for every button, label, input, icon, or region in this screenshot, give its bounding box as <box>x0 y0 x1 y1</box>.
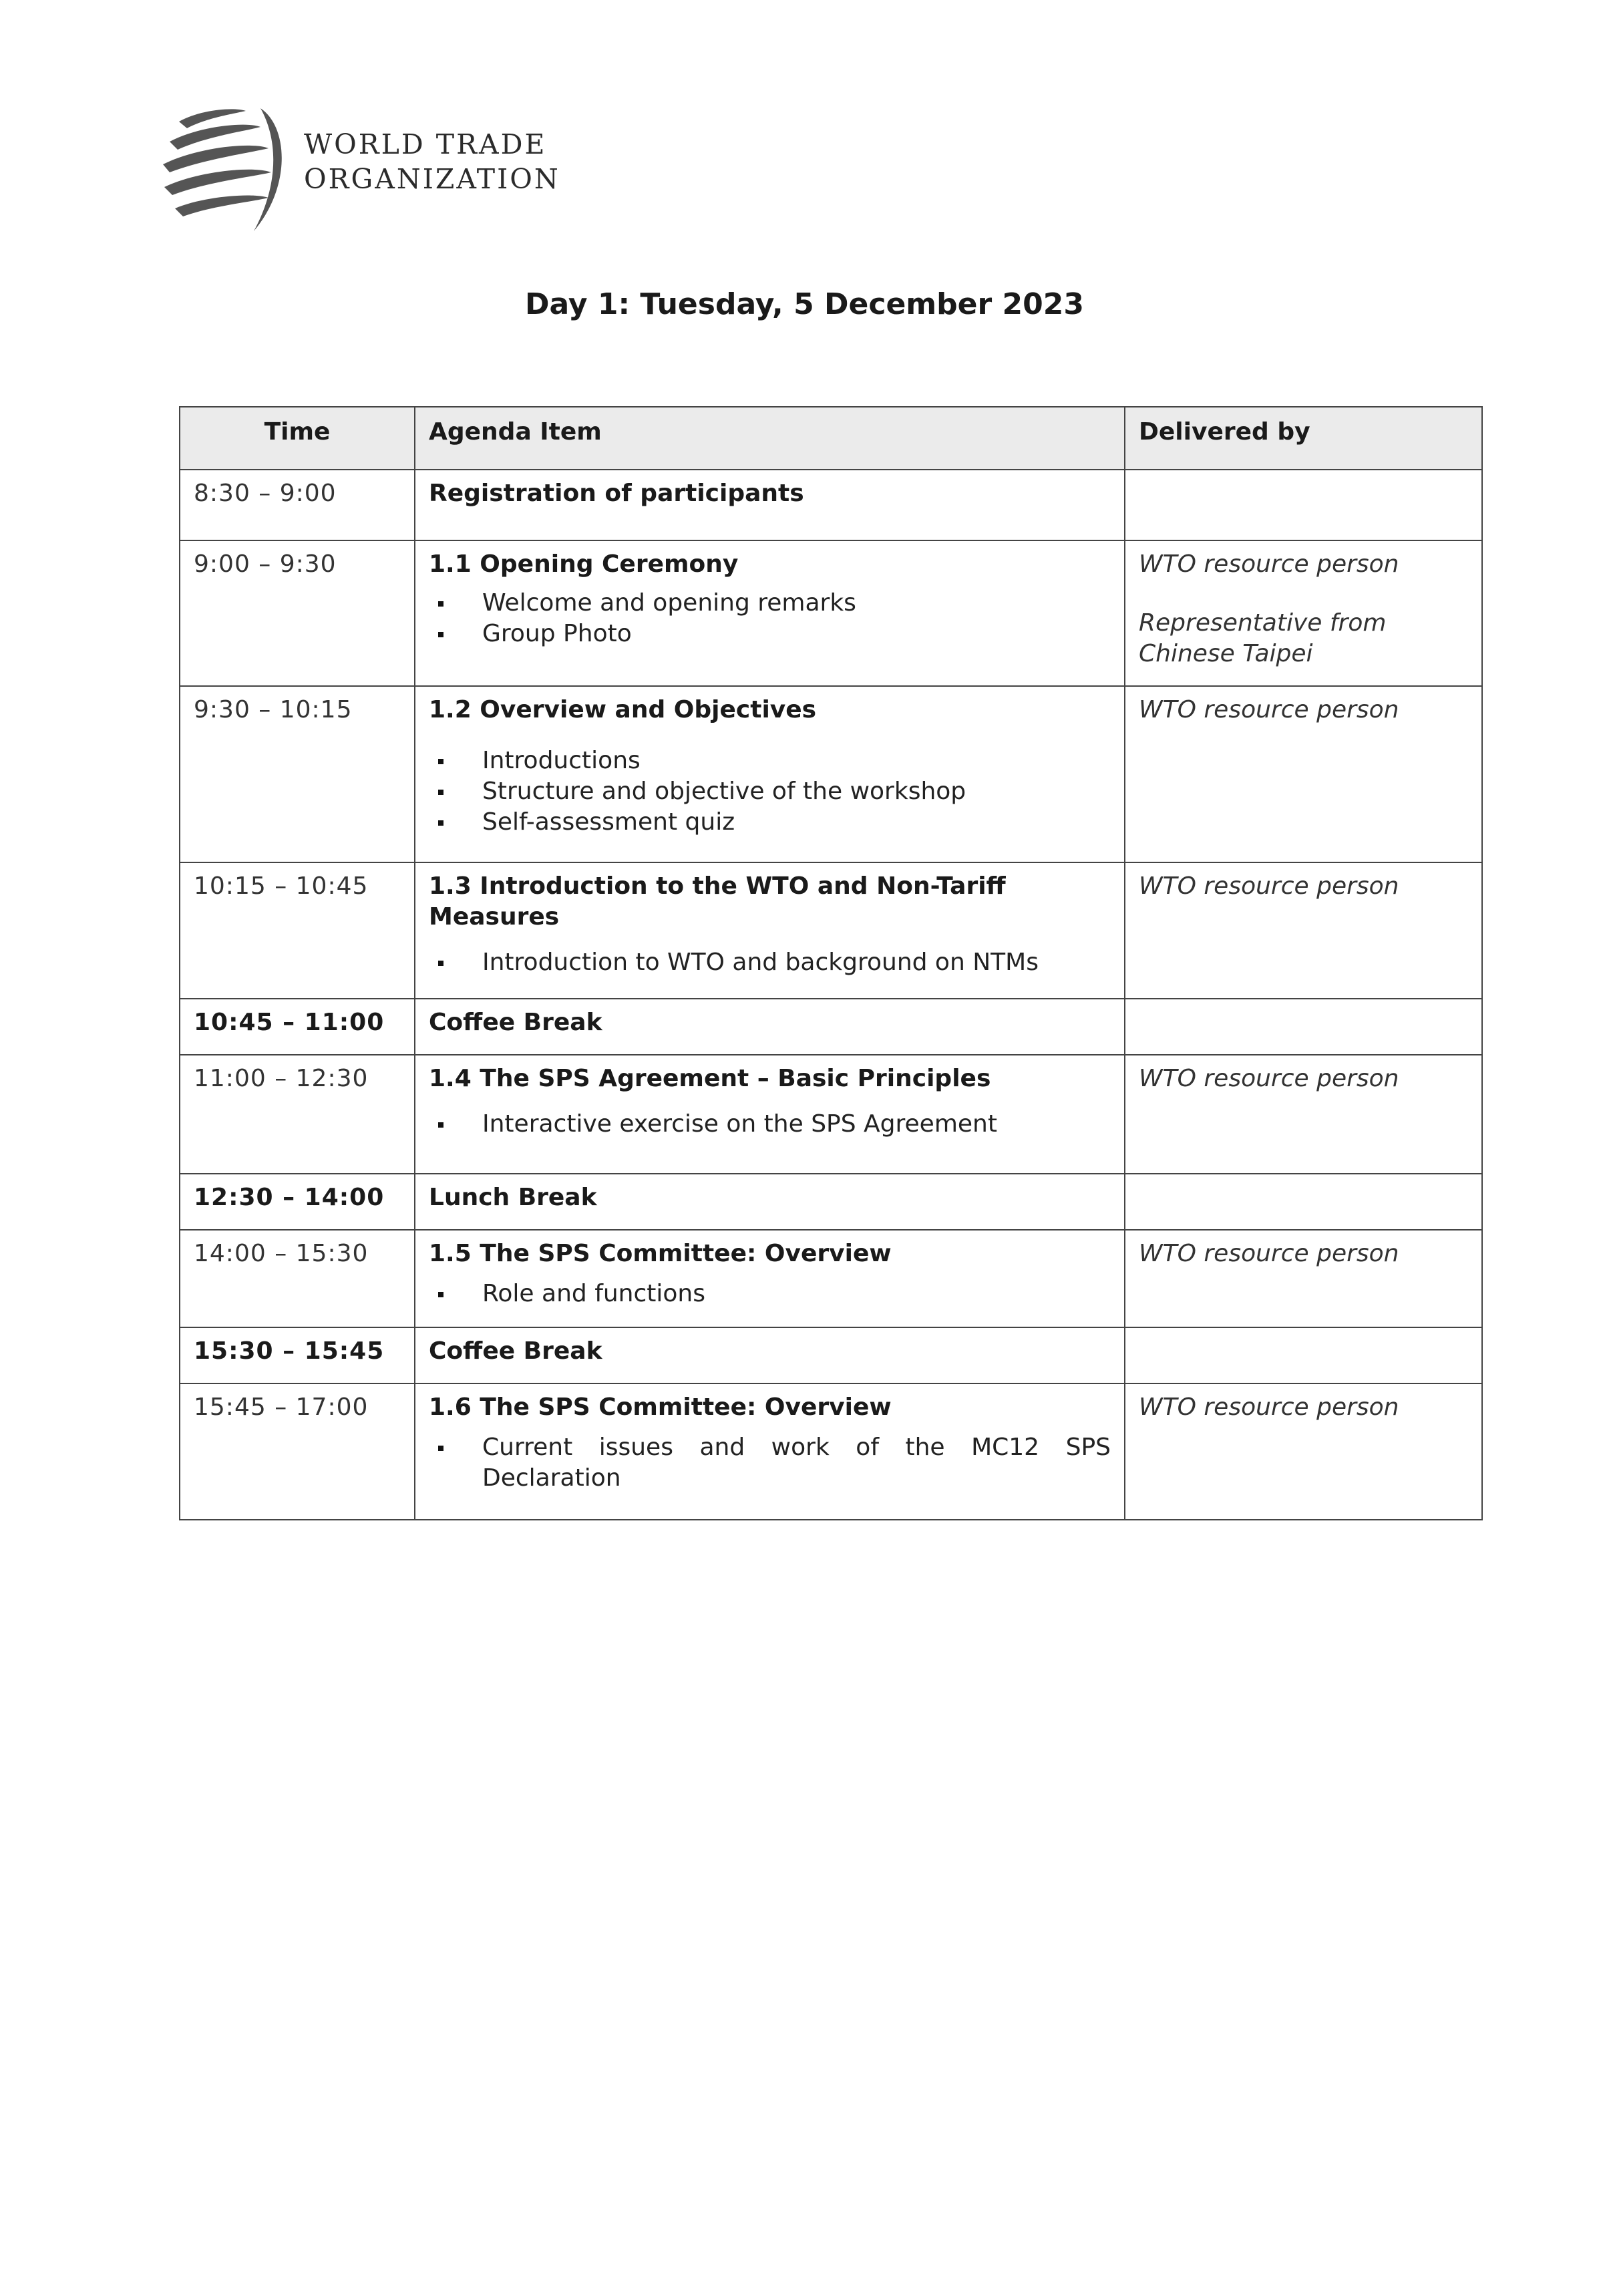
agenda-item-cell <box>415 1230 1125 1327</box>
table-row <box>180 1327 1482 1383</box>
time-cell: 9:00 – 9:30 <box>180 540 415 686</box>
time-cell: 10:15 – 10:45 <box>180 862 415 999</box>
list-item: Introductions <box>482 746 1111 776</box>
list-item: Welcome and opening remarks <box>482 588 1111 619</box>
list-item: Current issues and work of the MC12 SPS Declaration <box>482 1432 1111 1494</box>
presenter-name: Representative from Chinese Taipei <box>1139 609 1387 667</box>
agenda-item-cell: Coffee Break <box>415 999 1125 1055</box>
table-row <box>180 686 1482 862</box>
delivered-by-cell <box>1125 1174 1482 1230</box>
column-header-agenda-item: Agenda Item <box>415 407 1125 470</box>
list-item: Self-assessment quiz <box>482 807 1111 838</box>
delivered-by-cell <box>1125 999 1482 1055</box>
list-item: Group Photo <box>482 619 1111 649</box>
agenda-item-bullets <box>429 746 1111 838</box>
table-row <box>180 1230 1482 1327</box>
agenda-item-cell <box>415 686 1125 862</box>
agenda-item-bullets <box>429 1109 1111 1140</box>
agenda-item-cell <box>415 1383 1125 1520</box>
column-header-time: Time <box>180 407 415 470</box>
time-cell: 10:45 – 11:00 <box>180 999 415 1055</box>
agenda-item-cell <box>415 540 1125 686</box>
agenda-table <box>179 406 1483 1520</box>
org-name-line1: WORLD TRADE <box>304 128 547 160</box>
list-item: Interactive exercise on the SPS Agreement <box>482 1109 1111 1140</box>
table-row <box>180 540 1482 686</box>
agenda-item-bullets <box>429 1279 1111 1309</box>
agenda-item-cell <box>415 862 1125 999</box>
delivered-by-cell <box>1125 1383 1482 1520</box>
presenter-name: WTO resource person <box>1139 550 1399 578</box>
agenda-item-cell: Lunch Break <box>415 1174 1125 1230</box>
delivered-by-cell <box>1125 470 1482 540</box>
presenter-name: WTO resource person <box>1139 1065 1399 1092</box>
list-item: Structure and objective of the workshop <box>482 776 1111 807</box>
time-cell: 14:00 – 15:30 <box>180 1230 415 1327</box>
time-cell: 15:30 – 15:45 <box>180 1327 415 1383</box>
list-item: Introduction to WTO and background on NTMs <box>482 947 1111 978</box>
time-cell: 12:30 – 14:00 <box>180 1174 415 1230</box>
agenda-item-bullets <box>429 1432 1111 1494</box>
agenda-item-cell <box>415 1055 1125 1174</box>
page-title: Day 1: Tuesday, 5 December 2023 <box>525 287 1084 321</box>
delivered-by-cell <box>1125 1327 1482 1383</box>
table-row <box>180 862 1482 999</box>
presenter-name: WTO resource person <box>1139 1393 1399 1421</box>
table-header-row <box>180 407 1482 470</box>
time-cell: 15:45 – 17:00 <box>180 1383 415 1520</box>
presenter-name: WTO resource person <box>1139 1240 1399 1267</box>
table-row <box>180 1055 1482 1174</box>
delivered-by-cell <box>1125 1230 1482 1327</box>
delivered-by-cell <box>1125 862 1482 999</box>
presenter-name: WTO resource person <box>1139 696 1399 723</box>
agenda-item-title: 1.6 The SPS Committee: Overview <box>429 1393 892 1421</box>
time-cell: 11:00 – 12:30 <box>180 1055 415 1174</box>
agenda-item-title: 1.4 The SPS Agreement – Basic Principles <box>429 1065 991 1092</box>
agenda-item-cell: Coffee Break <box>415 1327 1125 1383</box>
agenda-item-title: 1.1 Opening Ceremony <box>429 550 739 578</box>
agenda-item-title: 1.5 The SPS Committee: Overview <box>429 1240 892 1267</box>
agenda-item-bullets <box>429 947 1111 978</box>
agenda-item-bullets <box>429 588 1111 649</box>
delivered-by-cell <box>1125 1055 1482 1174</box>
agenda-item-title: 1.2 Overview and Objectives <box>429 696 817 723</box>
wto-logo <box>160 107 574 234</box>
agenda-item-cell: Registration of participants <box>415 470 1125 540</box>
time-cell: 9:30 – 10:15 <box>180 686 415 862</box>
delivered-by-cell <box>1125 540 1482 686</box>
presenter-name: WTO resource person <box>1139 872 1399 900</box>
list-item: Role and functions <box>482 1279 1111 1309</box>
table-row <box>180 999 1482 1055</box>
time-cell: 8:30 – 9:00 <box>180 470 415 540</box>
table-row <box>180 1383 1482 1520</box>
table-row <box>180 1174 1482 1230</box>
agenda-item-title: 1.3 Introduction to the WTO and Non-Tariff Measures <box>429 872 1006 931</box>
organization-name <box>304 127 560 196</box>
wto-swirl-logo-icon <box>160 107 294 234</box>
table-row <box>180 470 1482 540</box>
column-header-delivered-by: Delivered by <box>1125 407 1482 470</box>
delivered-by-cell <box>1125 686 1482 862</box>
org-name-line2: ORGANIZATION <box>304 163 560 195</box>
